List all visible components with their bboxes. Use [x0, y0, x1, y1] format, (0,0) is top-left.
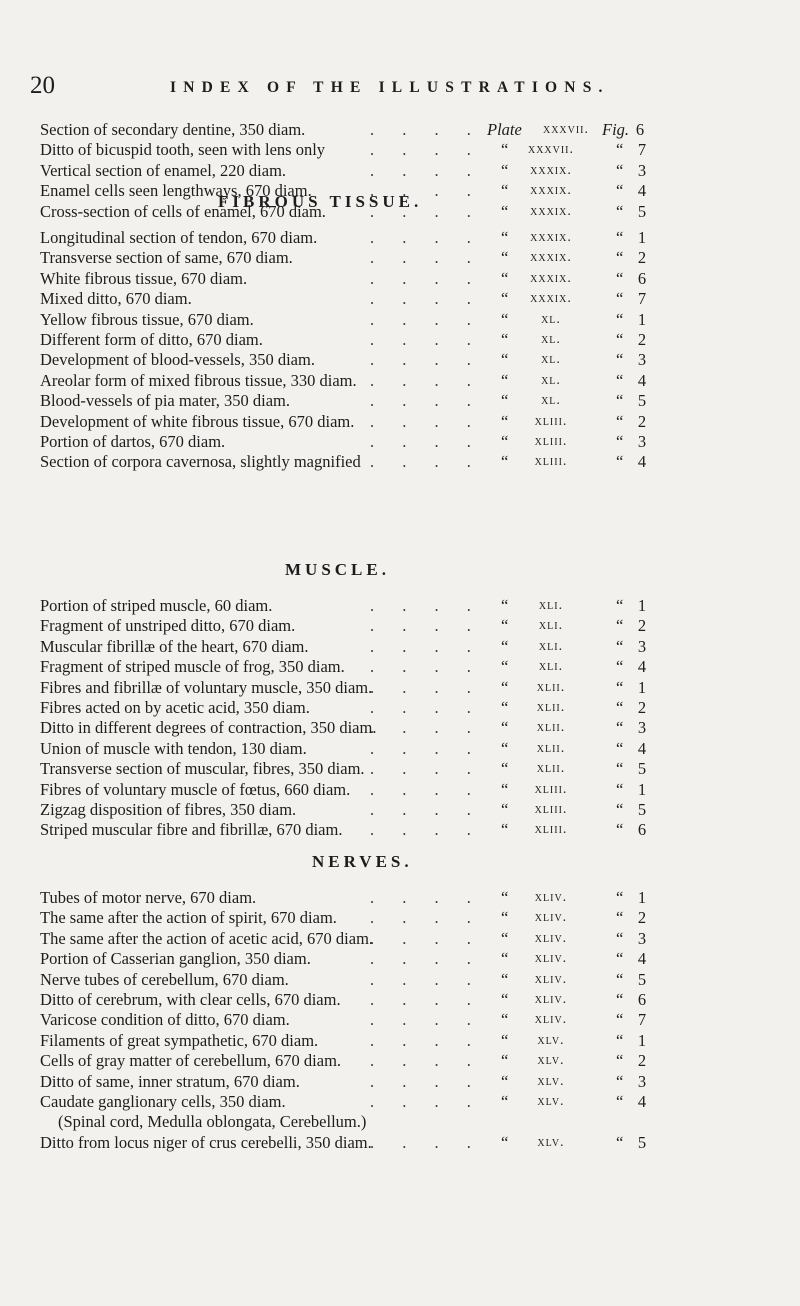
ditto-mark: “ — [501, 289, 509, 309]
section-heading: NERVES. — [312, 852, 413, 871]
plate-number: xlv. — [537, 1093, 565, 1109]
ditto-mark: “ — [616, 248, 624, 268]
page-header — [30, 72, 790, 104]
index-entry — [40, 1051, 755, 1071]
section-heading: MUSCLE. — [285, 560, 390, 579]
dot-leader — [370, 1010, 488, 1030]
dot-leader — [370, 371, 488, 391]
index-entry — [40, 330, 755, 350]
plate-number: xlii. — [536, 740, 566, 756]
ditto-mark: “ — [616, 350, 624, 370]
dot-leader — [370, 391, 488, 411]
figure-number: 4 — [637, 452, 647, 472]
ditto-mark: “ — [501, 1051, 509, 1071]
dot-leader — [370, 1051, 488, 1071]
ditto-mark: “ — [616, 928, 624, 948]
entry-description: Different form of ditto, 670 diam. — [40, 329, 263, 349]
figure-number: 7 — [637, 140, 647, 160]
ditto-mark: “ — [616, 140, 624, 160]
ditto-mark: “ — [616, 616, 624, 636]
ditto-mark: “ — [501, 160, 509, 180]
entry-description: Blood-vessels of pia mater, 350 diam. — [40, 391, 290, 411]
index-entry — [40, 310, 755, 330]
plate-number: xl. — [541, 352, 561, 368]
ditto-mark: “ — [501, 718, 509, 738]
ditto-mark: “ — [501, 309, 509, 329]
entry-description: Transverse section of same, 670 diam. — [40, 248, 293, 268]
index-entry — [40, 908, 755, 928]
plate-number: xliv. — [534, 951, 568, 967]
ditto-mark: “ — [501, 799, 509, 819]
dot-leader — [370, 929, 488, 949]
ditto-mark: “ — [616, 697, 624, 717]
index-entry — [40, 412, 755, 432]
figure-number: 1 — [637, 309, 647, 329]
index-entry — [40, 759, 755, 779]
plate-number: xliv. — [534, 910, 568, 926]
ditto-mark: “ — [616, 718, 624, 738]
entry-description: Section of secondary dentine, 350 diam. — [40, 120, 306, 139]
entry-description: Cross-section of cells of enamel, 670 diam. — [40, 201, 326, 221]
ditto-mark: “ — [616, 452, 624, 472]
index-entry — [40, 637, 755, 657]
plate-number: xliii. — [534, 433, 568, 449]
plate-number: xxxix. — [530, 203, 572, 219]
figure-number: 7 — [637, 289, 647, 309]
ditto-mark: “ — [616, 289, 624, 309]
entry-description: Caudate ganglionary cells, 350 diam. — [40, 1091, 286, 1111]
dot-leader — [370, 949, 488, 969]
dot-leader — [370, 657, 488, 677]
dot-leader — [370, 120, 488, 140]
ditto-mark: “ — [501, 677, 509, 697]
ditto-mark: “ — [616, 677, 624, 697]
ditto-mark: “ — [616, 411, 624, 431]
ditto-mark: “ — [501, 697, 509, 717]
ditto-mark: “ — [501, 949, 509, 969]
index-entry — [40, 1112, 755, 1132]
plate-number: xxxix. — [530, 162, 572, 178]
dot-leader — [370, 330, 488, 350]
ditto-mark: “ — [616, 738, 624, 758]
figure-number: 5 — [637, 759, 647, 779]
ditto-mark: “ — [501, 1030, 509, 1050]
plate-number: xliv. — [534, 991, 568, 1007]
ditto-mark: “ — [501, 1071, 509, 1091]
figure-number: 4 — [637, 181, 647, 201]
dot-leader — [370, 800, 488, 820]
ditto-mark: “ — [616, 759, 624, 779]
dot-leader — [370, 1133, 488, 1153]
figure-number: 6 — [635, 120, 645, 139]
figure-number: 4 — [637, 1091, 647, 1111]
index-entry — [40, 432, 755, 452]
dot-leader — [370, 698, 488, 718]
ditto-mark: “ — [501, 820, 509, 840]
index-entry — [40, 739, 755, 759]
plate-number: xli. — [538, 618, 564, 634]
figure-number: 1 — [637, 228, 647, 247]
ditto-mark: “ — [616, 228, 624, 247]
plate-number: xxxix. — [530, 250, 572, 266]
entry-description: Nerve tubes of cerebellum, 670 diam. — [40, 969, 289, 989]
figure-number: 6 — [637, 268, 647, 288]
plate-number: xliii. — [534, 801, 568, 817]
ditto-mark: “ — [616, 181, 624, 201]
entry-description: Vertical section of enamel, 220 diam. — [40, 160, 287, 180]
plate-number: xl. — [541, 311, 561, 327]
index-section — [40, 852, 755, 1153]
figure-number: 5 — [637, 391, 647, 411]
ditto-mark: “ — [616, 820, 624, 840]
ditto-mark: “ — [616, 1051, 624, 1071]
entry-description: White fibrous tissue, 670 diam. — [40, 268, 248, 288]
entry-description: Portion of Casserian ganglion, 350 diam. — [40, 949, 311, 969]
index-entry — [40, 990, 755, 1010]
ditto-mark: “ — [501, 888, 509, 907]
plate-number: xliii. — [534, 454, 568, 470]
dot-leader — [370, 678, 488, 698]
entry-description: Tubes of motor nerve, 670 diam. — [40, 888, 257, 907]
dot-leader — [370, 350, 488, 370]
plate-label: Plate — [487, 120, 522, 139]
ditto-mark: “ — [616, 1030, 624, 1050]
ditto-mark: “ — [616, 201, 624, 221]
entry-description: Transverse section of muscular, fibres, 350 diam. — [40, 759, 365, 779]
index-entry — [40, 657, 755, 677]
dot-leader — [370, 908, 488, 928]
entry-description: Ditto from locus niger of crus cerebelli, 350 diam. — [40, 1132, 372, 1152]
ditto-mark: “ — [616, 391, 624, 411]
dot-leader — [370, 739, 488, 759]
plate-number: xl. — [541, 331, 561, 347]
ditto-mark: “ — [616, 268, 624, 288]
index-entry — [40, 452, 755, 472]
ditto-mark: “ — [616, 329, 624, 349]
entry-description: Development of white fibrous tissue, 670 diam. — [40, 411, 355, 431]
figure-number: 2 — [637, 1051, 647, 1071]
dot-leader — [370, 780, 488, 800]
plate-number: xlii. — [536, 761, 566, 777]
figure-number: 3 — [637, 636, 647, 656]
figure-number: 1 — [637, 888, 647, 907]
entry-description: Yellow fibrous tissue, 670 diam. — [40, 309, 254, 329]
dot-leader — [370, 596, 488, 616]
dot-leader — [370, 1092, 488, 1112]
ditto-mark: “ — [616, 888, 624, 907]
plate-number: xliii. — [534, 781, 568, 797]
ditto-mark: “ — [616, 636, 624, 656]
entry-description: Fragment of striped muscle of frog, 350 diam. — [40, 657, 345, 677]
figure-number: 4 — [637, 949, 647, 969]
dot-leader — [370, 310, 488, 330]
ditto-mark: “ — [501, 928, 509, 948]
figure-number: 4 — [637, 738, 647, 758]
plate-number: xli. — [538, 659, 564, 675]
ditto-mark: “ — [616, 969, 624, 989]
ditto-mark: “ — [616, 309, 624, 329]
ditto-mark: “ — [616, 799, 624, 819]
plate-number: xlv. — [537, 1073, 565, 1089]
entry-description: Muscular fibrillæ of the heart, 670 diam. — [40, 636, 309, 656]
figure-number: 2 — [637, 697, 647, 717]
figure-number: 1 — [637, 779, 647, 799]
ditto-mark: “ — [501, 779, 509, 799]
index-entry — [40, 120, 755, 140]
ditto-mark: “ — [616, 596, 624, 615]
ditto-mark: “ — [501, 431, 509, 451]
entry-note: (Spinal cord, Medulla oblongata, Cerebellum.) — [58, 1112, 367, 1132]
index-entry — [40, 140, 755, 160]
entry-description: Fibres of voluntary muscle of fœtus, 660 diam. — [40, 779, 351, 799]
entry-description: Fibres and fibrillæ of voluntary muscle, 350 diam. — [40, 677, 373, 697]
entry-description: Portion of striped muscle, 60 diam. — [40, 596, 273, 615]
ditto-mark: “ — [501, 1010, 509, 1030]
ditto-mark: “ — [501, 759, 509, 779]
index-entry — [40, 350, 755, 370]
figure-number: 3 — [637, 160, 647, 180]
entry-description: Section of corpora cavernosa, slightly magnified — [40, 452, 361, 472]
ditto-mark: “ — [616, 431, 624, 451]
ditto-mark: “ — [501, 329, 509, 349]
ditto-mark: “ — [616, 1071, 624, 1091]
figure-number: 3 — [637, 350, 647, 370]
plate-number: xl. — [541, 372, 561, 388]
entry-description: Zigzag disposition of fibres, 350 diam. — [40, 799, 297, 819]
plate-number: xliv. — [534, 930, 568, 946]
entry-description: Ditto in different degrees of contraction, 350 diam. — [40, 718, 377, 738]
entry-description: Ditto of same, inner stratum, 670 diam. — [40, 1071, 300, 1091]
dot-leader — [370, 616, 488, 636]
index-entry — [40, 718, 755, 738]
index-entry — [40, 161, 755, 181]
plate-number: xliv. — [534, 890, 568, 905]
ditto-mark: “ — [616, 908, 624, 928]
index-entry — [40, 800, 755, 820]
ditto-mark: “ — [501, 616, 509, 636]
ditto-mark: “ — [501, 181, 509, 201]
figure-number: 2 — [637, 616, 647, 636]
ditto-mark: “ — [501, 636, 509, 656]
plate-number: xxxvii. — [542, 122, 590, 137]
ditto-mark: “ — [616, 160, 624, 180]
ditto-mark: “ — [616, 1091, 624, 1111]
plate-number: xliv. — [534, 1012, 568, 1028]
plate-number: xliii. — [534, 822, 568, 838]
figure-number: 2 — [637, 411, 647, 431]
index-entry — [40, 820, 755, 840]
ditto-mark: “ — [501, 201, 509, 221]
ditto-mark: “ — [501, 228, 509, 247]
ditto-mark: “ — [501, 738, 509, 758]
figure-number: 2 — [637, 908, 647, 928]
index-section — [40, 560, 755, 841]
dot-leader — [370, 1031, 488, 1051]
ditto-mark: “ — [501, 908, 509, 928]
entry-description: Cells of gray matter of cerebellum, 670 diam. — [40, 1051, 342, 1071]
index-entry — [40, 228, 755, 248]
index-entry — [40, 970, 755, 990]
index-entry — [40, 289, 755, 309]
entry-description: Ditto of bicuspid tooth, seen with lens only — [40, 140, 326, 160]
index-entry — [40, 596, 755, 616]
plate-number: xxxix. — [530, 291, 572, 307]
index-entry — [40, 698, 755, 718]
dot-leader — [370, 888, 488, 908]
dot-leader — [370, 637, 488, 657]
dot-leader — [370, 432, 488, 452]
index-entry — [40, 1031, 755, 1051]
index-entry — [40, 1072, 755, 1092]
index-entry — [40, 391, 755, 411]
ditto-mark: “ — [616, 657, 624, 677]
plate-number: xlii. — [536, 720, 566, 736]
ditto-mark: “ — [501, 1091, 509, 1111]
ditto-mark: “ — [501, 596, 509, 615]
plate-number: xli. — [538, 638, 564, 654]
entry-description: Longitudinal section of tendon, 670 diam. — [40, 228, 318, 247]
ditto-mark: “ — [501, 350, 509, 370]
entry-description: The same after the action of spirit, 670 diam. — [40, 908, 337, 928]
plate-number: xlii. — [536, 699, 566, 715]
figure-number: 3 — [637, 928, 647, 948]
plate-number: xxxix. — [530, 270, 572, 286]
ditto-mark: “ — [501, 411, 509, 431]
entry-description: Fragment of unstriped ditto, 670 diam. — [40, 616, 296, 636]
entry-description: Areolar form of mixed fibrous tissue, 330 diam. — [40, 370, 357, 390]
ditto-mark: “ — [501, 248, 509, 268]
plate-number: xlv. — [537, 1134, 565, 1150]
dot-leader — [370, 759, 488, 779]
plate-number: xliii. — [534, 413, 568, 429]
plate-number: xlii. — [536, 679, 566, 695]
dot-leader — [370, 228, 488, 248]
plate-number: xli. — [538, 598, 564, 613]
ditto-mark: “ — [501, 268, 509, 288]
dot-leader — [370, 1072, 488, 1092]
entry-description: Development of blood-vessels, 350 diam. — [40, 350, 315, 370]
figure-number: 5 — [637, 201, 647, 221]
figure-number: 2 — [637, 248, 647, 268]
plate-number: xl. — [541, 393, 561, 409]
entry-description: Ditto of cerebrum, with clear cells, 670 diam. — [40, 989, 341, 1009]
figure-number: 5 — [637, 969, 647, 989]
plate-number: xlv. — [537, 1032, 565, 1048]
figure-number: 1 — [637, 596, 647, 615]
ditto-mark: “ — [616, 989, 624, 1009]
index-entry — [40, 1010, 755, 1030]
plate-number: xlv. — [537, 1053, 565, 1069]
dot-leader — [370, 970, 488, 990]
entry-description: The same after the action of acetic acid, 670 diam. — [40, 928, 374, 948]
figure-number: 2 — [637, 329, 647, 349]
index-entry — [40, 678, 755, 698]
figure-number: 5 — [637, 799, 647, 819]
figure-number: 3 — [637, 1071, 647, 1091]
ditto-mark: “ — [501, 452, 509, 472]
figure-number: 4 — [637, 657, 647, 677]
dot-leader — [370, 161, 488, 181]
ditto-mark: “ — [501, 657, 509, 677]
dot-leader — [370, 412, 488, 432]
figure-number: 5 — [637, 1132, 647, 1152]
ditto-mark: “ — [616, 370, 624, 390]
figure-number: 6 — [637, 989, 647, 1009]
ditto-mark: “ — [501, 140, 509, 160]
page-number: 20 — [30, 72, 55, 99]
ditto-mark: “ — [501, 989, 509, 1009]
ditto-mark: “ — [501, 969, 509, 989]
dot-leader — [370, 718, 488, 738]
dot-leader — [370, 820, 488, 840]
plate-number: xxxix. — [530, 183, 572, 199]
page-title: INDEX OF THE ILLUSTRATIONS. — [170, 79, 610, 96]
ditto-mark: “ — [616, 1010, 624, 1030]
entry-description: Fibres acted on by acetic acid, 350 diam. — [40, 697, 310, 717]
index-entry — [40, 616, 755, 636]
figure-number: 3 — [637, 718, 647, 738]
entry-description: Varicose condition of ditto, 670 diam. — [40, 1010, 290, 1030]
plate-number: xliv. — [534, 971, 568, 987]
index-entry — [40, 929, 755, 949]
index-entry — [40, 248, 755, 268]
figure-number: 7 — [637, 1010, 647, 1030]
figure-number: 1 — [637, 677, 647, 697]
entry-description: Portion of dartos, 670 diam. — [40, 431, 226, 451]
entry-description: Striped muscular fibre and fibrillæ, 670 diam. — [40, 820, 343, 840]
section-heading: FIBROUS TISSUE. — [218, 192, 423, 211]
figure-label: Fig. — [602, 120, 630, 139]
figure-number: 4 — [637, 370, 647, 390]
index-entry — [40, 949, 755, 969]
figure-number: 3 — [637, 431, 647, 451]
index-entry — [40, 1133, 755, 1153]
dot-leader — [370, 248, 488, 268]
dot-leader — [370, 990, 488, 1010]
index-entry — [40, 371, 755, 391]
index-entry — [40, 269, 755, 289]
entry-description: Union of muscle with tendon, 130 diam. — [40, 738, 307, 758]
dot-leader — [370, 269, 488, 289]
index-entry — [40, 780, 755, 800]
dot-leader — [370, 289, 488, 309]
entry-description: Mixed ditto, 670 diam. — [40, 289, 192, 309]
ditto-mark: “ — [616, 1132, 624, 1152]
ditto-mark: “ — [616, 779, 624, 799]
ditto-mark: “ — [616, 949, 624, 969]
dot-leader — [370, 140, 488, 160]
ditto-mark: “ — [501, 370, 509, 390]
figure-number: 1 — [637, 1030, 647, 1050]
figure-number: 6 — [637, 820, 647, 840]
plate-number: xxxix. — [530, 230, 572, 245]
index-entry — [40, 888, 755, 908]
index-entry — [40, 1092, 755, 1112]
ditto-mark: “ — [501, 1132, 509, 1152]
entry-description: Enamel cells seen lengthways, 670 diam. — [40, 181, 312, 201]
dot-leader — [370, 452, 488, 472]
plate-number: xxxvii. — [527, 142, 575, 158]
entry-description: Filaments of great sympathetic, 670 diam. — [40, 1030, 319, 1050]
ditto-mark: “ — [501, 391, 509, 411]
